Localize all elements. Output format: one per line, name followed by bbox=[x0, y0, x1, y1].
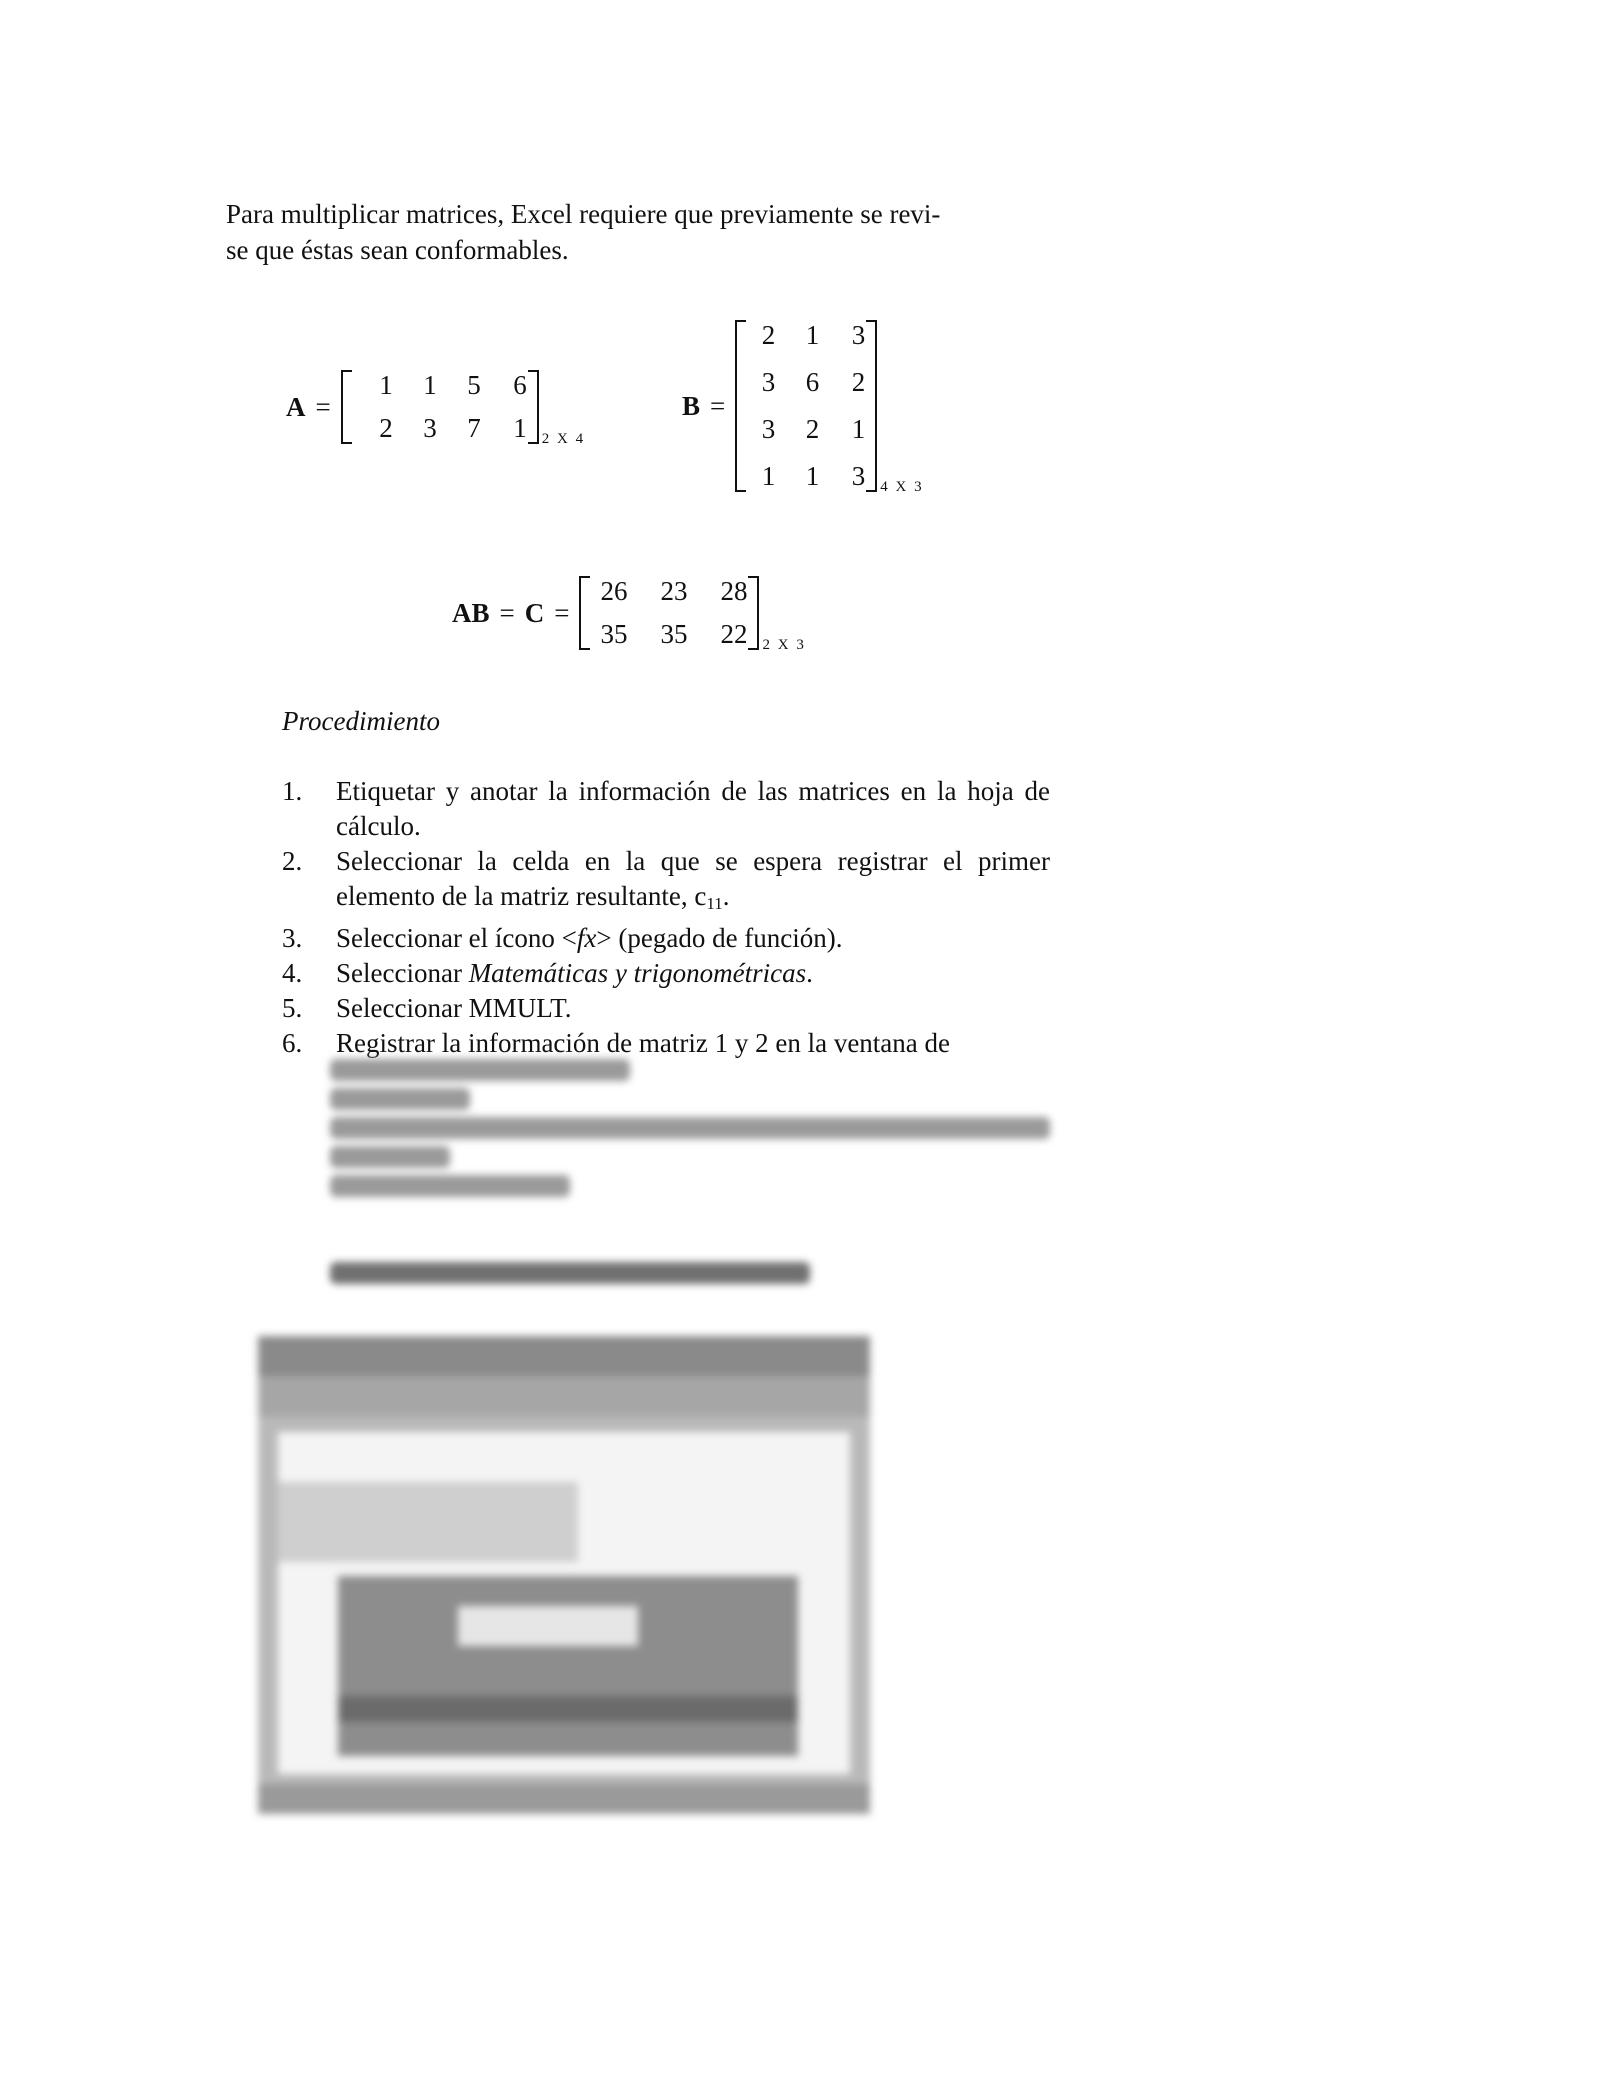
procedure-steps bbox=[282, 774, 1050, 1061]
step-text-part: Seleccionar el ícono < bbox=[336, 923, 577, 953]
step-text: Seleccionar MMULT. bbox=[336, 993, 572, 1023]
matrix-cell: 1 bbox=[379, 370, 393, 400]
intro-paragraph bbox=[226, 196, 1046, 268]
list-item bbox=[282, 774, 1050, 844]
step-text-part: . bbox=[722, 881, 730, 911]
equals-sign: = bbox=[554, 597, 570, 628]
matrix-a-row-2 bbox=[353, 413, 527, 444]
step-text bbox=[336, 921, 1050, 956]
matrix-cell: 2 bbox=[379, 413, 393, 443]
matrix-c-row-1 bbox=[591, 576, 747, 607]
matrix-a-row-1 bbox=[353, 370, 527, 401]
matrix-b-row-3 bbox=[747, 414, 865, 445]
matrix-c-equation bbox=[452, 576, 806, 653]
step-number: 2. bbox=[282, 846, 303, 876]
matrix-b bbox=[735, 320, 877, 492]
excel-titlebar bbox=[258, 1336, 870, 1376]
matrix-b-row-2 bbox=[747, 367, 865, 398]
blurred-line bbox=[330, 1088, 470, 1110]
matrix-b-row-4 bbox=[747, 461, 865, 492]
step-number: 5. bbox=[282, 993, 303, 1023]
list-item bbox=[282, 956, 1050, 991]
list-item bbox=[282, 844, 1050, 921]
matrix-cell: 2 bbox=[805, 414, 820, 444]
matrix-cell: 1 bbox=[423, 370, 437, 400]
matrix-cell: 1 bbox=[805, 320, 820, 350]
matrix-a-equation bbox=[286, 370, 586, 447]
excel-cells bbox=[278, 1482, 578, 1562]
step-text bbox=[336, 956, 1050, 991]
matrix-cell: 6 bbox=[513, 370, 527, 400]
matrix-cell: 1 bbox=[805, 461, 820, 491]
step-number: 4. bbox=[282, 958, 303, 988]
step-text-italic: fx bbox=[576, 923, 597, 953]
matrix-cell: 3 bbox=[851, 461, 866, 491]
matrix-cell: 23 bbox=[660, 576, 688, 606]
matrix-a bbox=[341, 370, 539, 444]
matrix-cell: 35 bbox=[600, 619, 628, 649]
matrix-c-row-2 bbox=[591, 619, 747, 650]
subscript: 11 bbox=[706, 894, 723, 913]
matrix-cell: 1 bbox=[761, 461, 776, 491]
step-text-italic: Matemáticas y trigonométricas bbox=[468, 958, 807, 988]
matrix-cell: 2 bbox=[851, 367, 866, 397]
intro-line-1: Para multiplicar matrices, Excel requiere que previamente se revi- bbox=[226, 199, 941, 229]
dialog-field bbox=[458, 1606, 638, 1646]
list-item bbox=[282, 991, 1050, 1026]
intro-line-2: se que éstas sean conformables. bbox=[226, 235, 569, 265]
matrix-ab-label: AB bbox=[452, 597, 490, 628]
matrix-cell: 3 bbox=[761, 414, 776, 444]
step-number: 6. bbox=[282, 1028, 303, 1058]
matrix-cell: 3 bbox=[761, 367, 776, 397]
excel-screenshot-image bbox=[258, 1336, 870, 1814]
step-text: Etiquetar y anotar la información de las matrices en la hoja de cálculo. bbox=[336, 776, 1050, 841]
step-number: 1. bbox=[282, 776, 303, 806]
matrix-cell: 1 bbox=[851, 414, 866, 444]
matrix-cell: 2 bbox=[761, 320, 776, 350]
matrix-cell: 7 bbox=[467, 413, 481, 443]
step-text: Registrar la información de matriz 1 y 2 en la ventana de bbox=[336, 1028, 951, 1058]
equals-sign: = bbox=[710, 390, 726, 421]
dialog-bar bbox=[338, 1696, 798, 1722]
blurred-line bbox=[330, 1117, 1050, 1139]
excel-statusbar bbox=[258, 1784, 870, 1814]
matrix-c bbox=[579, 576, 759, 650]
matrix-cell: 35 bbox=[660, 619, 688, 649]
matrix-b-dimension: 4 X 3 bbox=[880, 479, 924, 495]
matrix-c-label: C bbox=[524, 597, 545, 628]
step-text bbox=[336, 844, 1050, 921]
procedure-title: Procedimiento bbox=[282, 706, 440, 736]
matrix-cell: 28 bbox=[720, 576, 748, 606]
matrix-cell: 22 bbox=[720, 619, 748, 649]
step-number: 3. bbox=[282, 923, 303, 953]
matrix-cell: 26 bbox=[600, 576, 628, 606]
matrix-cell: 3 bbox=[423, 413, 437, 443]
blurred-figure-caption bbox=[330, 1262, 810, 1284]
matrix-cell: 1 bbox=[513, 413, 527, 443]
step-text-part: > (pegado de función). bbox=[596, 923, 843, 953]
matrix-b-row-1 bbox=[747, 320, 865, 351]
matrix-a-dimension: 2 X 4 bbox=[541, 431, 586, 447]
matrix-b-label: B bbox=[682, 390, 701, 421]
matrix-a-label: A bbox=[286, 391, 306, 422]
excel-toolbar bbox=[258, 1376, 870, 1416]
equals-sign: = bbox=[315, 391, 331, 422]
mmult-dialog bbox=[338, 1576, 798, 1756]
step-text-part: Seleccionar la celda en la que se espera registrar el primer elemento de la matriz resultante, c bbox=[336, 846, 1050, 911]
equals-sign: = bbox=[499, 597, 515, 628]
list-item bbox=[282, 921, 1050, 956]
matrix-c-dimension: 2 X 3 bbox=[762, 637, 806, 653]
step-text-part: Seleccionar bbox=[336, 958, 469, 988]
blurred-line bbox=[330, 1175, 570, 1197]
blurred-text-region bbox=[330, 1052, 1050, 1203]
matrix-b-equation bbox=[682, 320, 924, 495]
blurred-line bbox=[330, 1146, 450, 1168]
matrix-cell: 6 bbox=[805, 367, 820, 397]
step-text-part: . bbox=[806, 958, 813, 988]
matrix-cell: 3 bbox=[851, 320, 866, 350]
matrix-cell: 5 bbox=[467, 370, 481, 400]
blurred-line bbox=[330, 1059, 630, 1081]
